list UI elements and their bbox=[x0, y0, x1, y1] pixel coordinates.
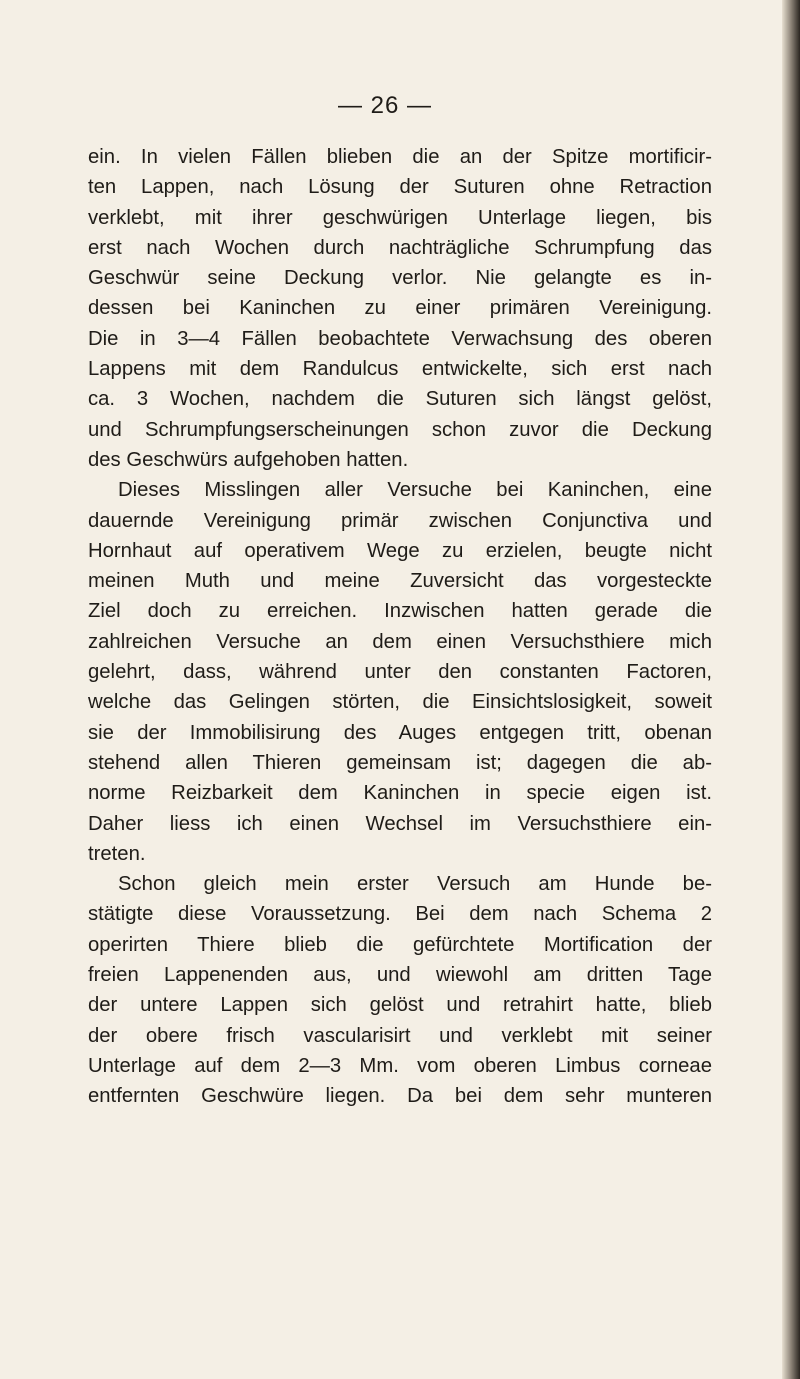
text-line-11: des Geschwürs aufgehoben hatten. bbox=[88, 448, 409, 471]
text-line-28: freien Lappenenden aus, und wiewohl am dritten Tage bbox=[88, 964, 712, 987]
text-line-25: Schon gleich mein erster Versuch am Hunde be- bbox=[118, 873, 712, 896]
text-line-4: erst nach Wochen durch nachträgliche Schrumpfung das bbox=[88, 236, 712, 259]
text-line-32: entfernten Geschwüre liegen. Da bei dem sehr munteren bbox=[88, 1085, 712, 1108]
text-line-16: Ziel doch zu erreichen. Inzwischen hatten gerade die bbox=[88, 600, 712, 623]
text-line-13: dauernde Vereinigung primär zwischen Conjunctiva und bbox=[88, 509, 712, 532]
text-line-22: norme Reizbarkeit dem Kaninchen in specie eigen ist. bbox=[88, 782, 712, 805]
text-line-18: gelehrt, dass, während unter den constanten Factoren, bbox=[88, 661, 712, 684]
text-line-24: treten. bbox=[88, 842, 146, 865]
text-line-7: Die in 3—4 Fällen beobachtete Verwachsung des oberen bbox=[88, 327, 712, 350]
text-line-12: Dieses Misslingen aller Versuche bei Kaninchen, eine bbox=[118, 479, 712, 502]
text-line-6: dessen bei Kaninchen zu einer primären Vereinigung. bbox=[88, 297, 712, 320]
text-line-14: Hornhaut auf operativem Wege zu erzielen, beugte nicht bbox=[88, 539, 712, 562]
text-line-27: operirten Thiere blieb die gefürchtete Mortification der bbox=[88, 933, 712, 956]
text-line-3: verklebt, mit ihrer geschwürigen Unterlage liegen, bis bbox=[88, 206, 712, 229]
text-line-5: Geschwür seine Deckung verlor. Nie gelangte es in- bbox=[88, 267, 712, 290]
text-line-21: stehend allen Thieren gemeinsam ist; dagegen die ab- bbox=[88, 751, 712, 774]
page-number: — 26 — bbox=[337, 92, 433, 119]
text-line-29: der untere Lappen sich gelöst und retrahirt hatte, blieb bbox=[88, 994, 712, 1017]
text-line-10: und Schrumpfungserscheinungen schon zuvor die Deckung bbox=[88, 418, 712, 441]
text-line-30: der obere frisch vascularisirt und verklebt mit seiner bbox=[88, 1024, 712, 1047]
page-edge-shadow bbox=[782, 0, 800, 1379]
text-line-17: zahlreichen Versuche an dem einen Versuchsthiere mich bbox=[88, 630, 712, 653]
text-line-20: sie der Immobilisirung des Auges entgegen tritt, obenan bbox=[88, 721, 712, 744]
text-line-23: Daher liess ich einen Wechsel im Versuchsthiere ein- bbox=[88, 812, 712, 835]
text-line-9: ca. 3 Wochen, nachdem die Suturen sich längst gelöst, bbox=[88, 388, 712, 411]
text-line-15: meinen Muth und meine Zuversicht das vorgesteckte bbox=[88, 570, 712, 593]
text-line-2: ten Lappen, nach Lösung der Suturen ohne Retraction bbox=[88, 176, 712, 199]
text-line-19: welche das Gelingen störten, die Einsichtslosigkeit, soweit bbox=[88, 691, 712, 714]
text-line-8: Lappens mit dem Randulcus entwickelte, sich erst nach bbox=[88, 358, 712, 381]
text-line-1: ein. In vielen Fällen blieben die an der Spitze mortificir- bbox=[88, 146, 712, 168]
text-line-26: stätigte diese Voraussetzung. Bei dem nach Schema 2 bbox=[88, 903, 712, 926]
body-text bbox=[88, 142, 712, 1112]
text-line-31: Unterlage auf dem 2—3 Mm. vom oberen Limbus corneae bbox=[88, 1054, 712, 1077]
